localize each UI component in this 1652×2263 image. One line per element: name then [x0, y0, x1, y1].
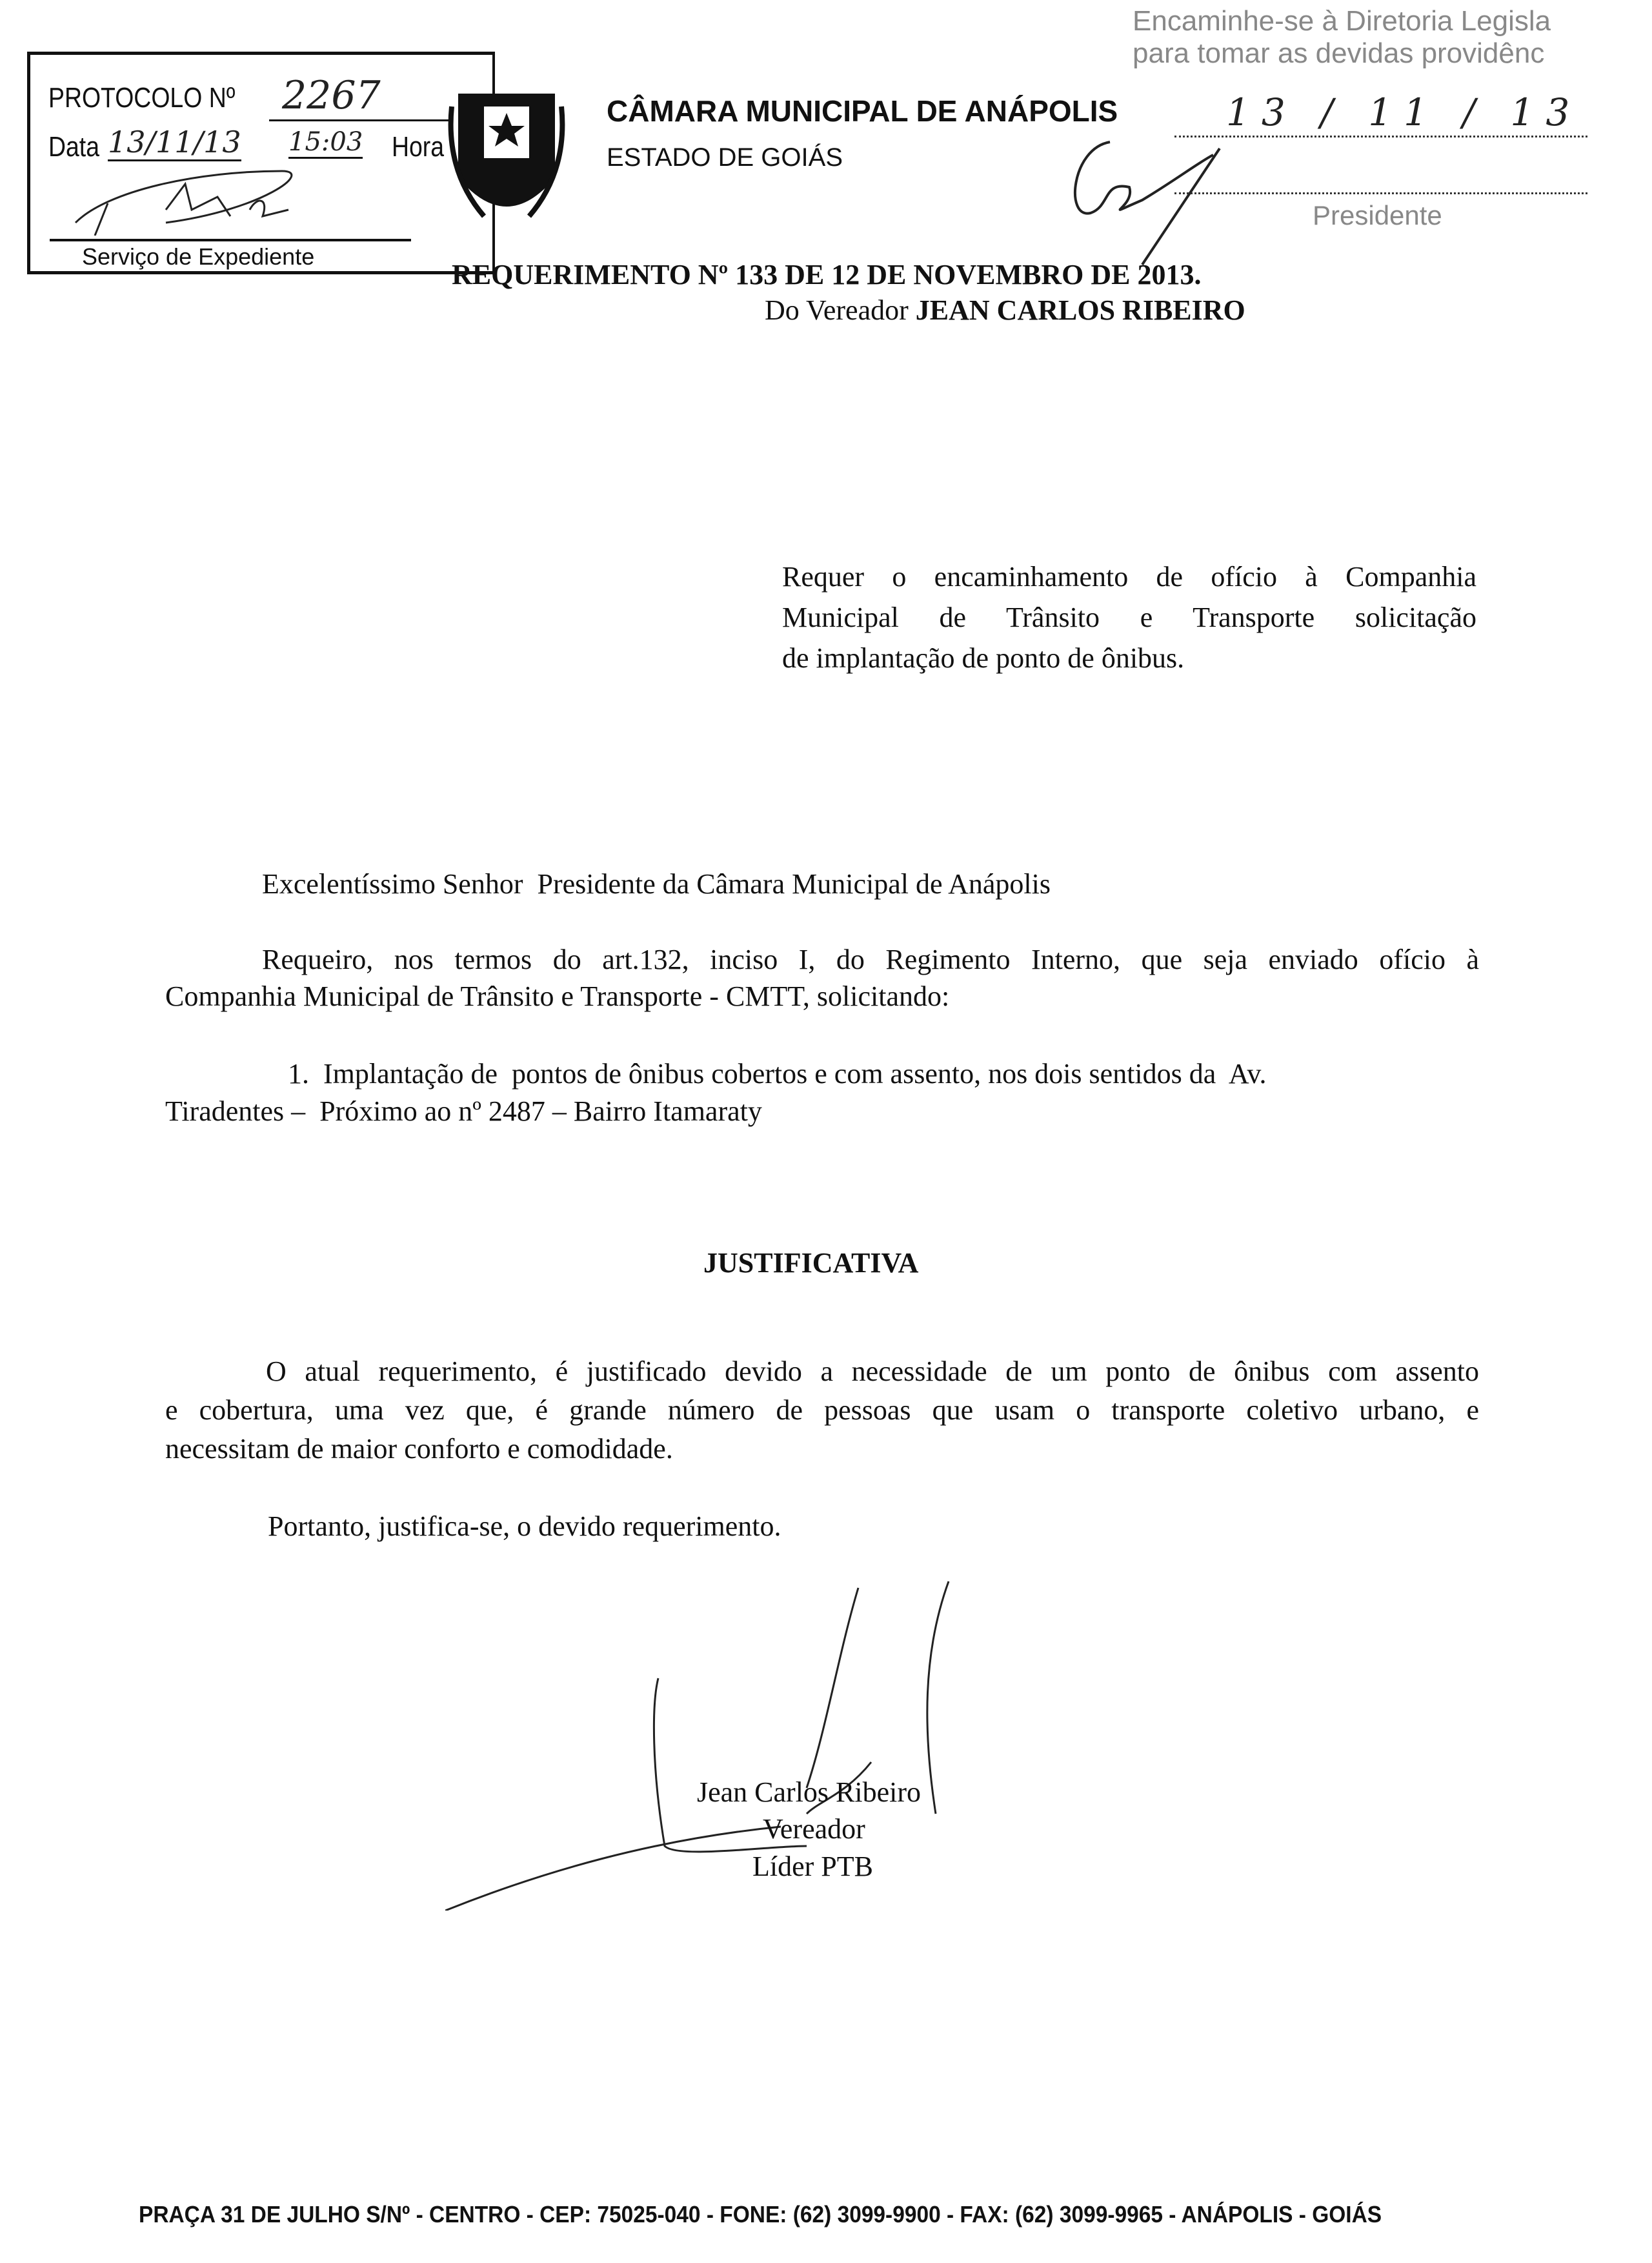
date-label: Data [48, 131, 100, 163]
signer-role: Vereador [763, 1813, 865, 1845]
vereador-signature [445, 1575, 1026, 1911]
summary-line1: Requer o encaminhamento de ofício à Companhia [782, 561, 1476, 593]
summary-line2: Municipal de Trânsito e Transporte solicitação [782, 602, 1476, 633]
state-name: ESTADO DE GOIÁS [607, 143, 843, 172]
summary-line3: de implantação de ponto de ônibus. [782, 642, 1185, 674]
stamp-time: 15:03 [288, 127, 363, 159]
justification-line3: necessitam de maior conforto e comodidade. [165, 1433, 673, 1465]
justification-line2: e cobertura, uma vez que, é grande número de pessoas que usam o transporte coletivo urbano, e [165, 1394, 1479, 1426]
request-line1: Requeiro, nos termos do art.132, inciso I, do Regimento Interno, que seja enviado ofício à [262, 944, 1479, 975]
request-line2: Companhia Municipal de Trânsito e Transporte - CMTT, solicitando: [165, 980, 950, 1012]
author-name: JEAN CARLOS RIBEIRO [915, 294, 1245, 326]
protocol-number: 2267 [282, 73, 381, 118]
coat-of-arms-icon [445, 81, 568, 242]
president-signature [1058, 129, 1252, 271]
document-title: REQUERIMENTO Nº 133 DE 12 DE NOVEMBRO DE 2013. [452, 259, 1202, 290]
routing-note-line2: para tomar as devidas providênc [1133, 37, 1545, 69]
expediente-signature [69, 165, 340, 236]
stamp-date: 13/11/13 [108, 125, 241, 161]
institution-name: CÂMARA MUNICIPAL DE ANÁPOLIS [607, 94, 1118, 128]
protocol-label: PROTOCOLO Nº [48, 82, 236, 114]
salutation: Excelentíssimo Senhor Presidente da Câmara Municipal de Anápolis [262, 868, 1051, 900]
service-label: Serviço de Expediente [82, 243, 315, 270]
routing-date: 13 / 11 / 13 [1226, 90, 1582, 134]
footer-address: PRAÇA 31 DE JULHO S/Nº - CENTRO - CEP: 75025-040 - FONE: (62) 3099-9900 - FAX: (62) 3099-9965 - ANÁPOLIS - GOIÁS [139, 2201, 1382, 2227]
author-line [765, 294, 1245, 327]
signer-name: Jean Carlos Ribeiro [697, 1776, 922, 1808]
author-prefix: Do Vereador [765, 294, 909, 326]
item1-line1: 1. Implantação de pontos de ônibus cobertos e com assento, nos dois sentidos da Av. [288, 1058, 1267, 1090]
signer-party: Líder PTB [752, 1851, 873, 1882]
hour-label: Hora [392, 131, 445, 163]
protocol-stamp [27, 52, 495, 274]
justification-closing: Portanto, justifica-se, o devido requerimento. [268, 1510, 781, 1542]
justification-line1: O atual requerimento, é justificado devido a necessidade de um ponto de ônibus com assento [266, 1355, 1479, 1387]
justification-heading: JUSTIFICATIVA [703, 1247, 919, 1279]
item1-line2: Tiradentes – Próximo ao nº 2487 – Bairro Itamaraty [165, 1095, 762, 1127]
summary [782, 556, 1476, 678]
president-label: Presidente [1313, 200, 1442, 230]
routing-note-line1: Encaminhe-se à Diretoria Legisla [1133, 5, 1551, 37]
